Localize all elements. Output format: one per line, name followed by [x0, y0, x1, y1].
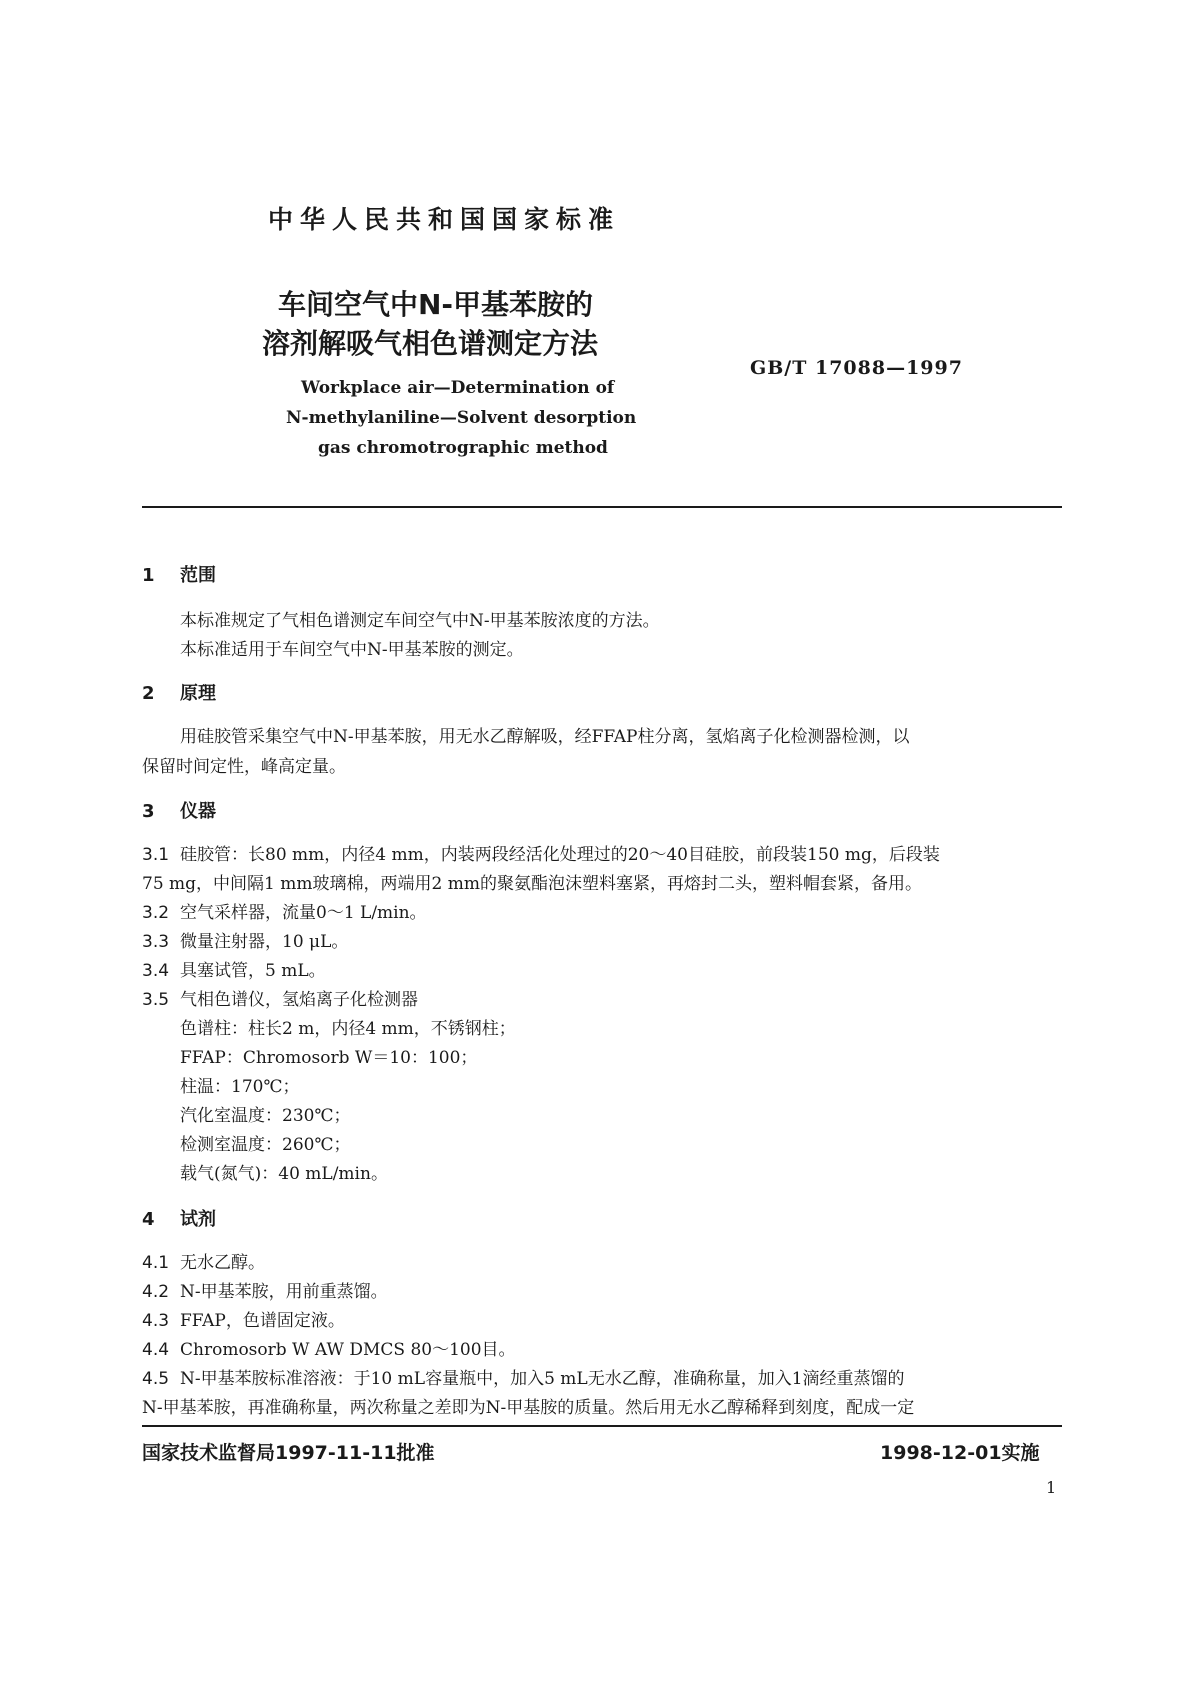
carrier-gas-spec: 载气(氮气)：40 mL/min。 — [180, 1164, 388, 1184]
section-number: 1 — [142, 565, 155, 586]
section-number: 2 — [142, 683, 155, 704]
clause-number: 3.5 — [142, 990, 170, 1010]
stationary-phase-spec: FFAP：Chromosorb W＝10：100； — [180, 1048, 478, 1068]
title-cn-line2: 溶剂解吸气相色谱测定方法 — [262, 327, 599, 360]
section-3-heading — [142, 797, 216, 823]
clause-3-3 — [142, 927, 348, 952]
section-1-heading — [142, 561, 216, 587]
clause-4-3 — [142, 1306, 345, 1331]
clause-text: 微量注射器，10 μL。 — [180, 932, 349, 952]
column-temp-spec: 柱温：170℃； — [180, 1077, 300, 1097]
clause-number: 4.2 — [142, 1282, 170, 1302]
clause-text: 无水乙醇。 — [180, 1253, 265, 1273]
clause-3-4 — [142, 956, 326, 981]
section-2-heading — [142, 679, 216, 705]
clause-text: 硅胶管：长80 mm，内径4 mm，内装两段经活化处理过的20～40目硅胶，前段装150 mg，后段装 — [180, 845, 940, 865]
clause-number: 3.3 — [142, 932, 170, 952]
title-cn-line1: 车间空气中N-甲基苯胺的 — [278, 288, 594, 321]
section-title: 范围 — [180, 565, 216, 586]
clause-number: 4.4 — [142, 1340, 170, 1360]
section-4-heading — [142, 1205, 216, 1231]
paragraph-continued: 保留时间定性，峰高定量。 — [142, 757, 346, 777]
clause-3-1 — [142, 840, 940, 865]
detector-temp-spec: 检测室温度：260℃； — [180, 1135, 351, 1155]
section-number: 4 — [142, 1209, 155, 1230]
clause-text: 气相色谱仪，氢焰离子化检测器 — [180, 990, 418, 1010]
clause-number: 4.1 — [142, 1253, 170, 1273]
clause-4-4 — [142, 1335, 516, 1360]
clause-number: 4.3 — [142, 1311, 170, 1331]
clause-3-2 — [142, 898, 427, 923]
footer-divider — [142, 1425, 1062, 1427]
clause-number: 3.2 — [142, 903, 170, 923]
standard-number: GB/T 17088—1997 — [750, 357, 963, 379]
column-spec: 色谱柱：柱长2 m，内径4 mm，不锈钢柱； — [180, 1019, 516, 1039]
vaporizer-temp-spec: 汽化室温度：230℃； — [180, 1106, 351, 1126]
clause-number: 3.4 — [142, 961, 170, 981]
clause-text: 具塞试管，5 mL。 — [180, 961, 326, 981]
title-en-line2: N-methylaniline—Solvent desorption — [286, 408, 637, 428]
clause-number: 4.5 — [142, 1369, 170, 1389]
clause-4-2 — [142, 1277, 388, 1302]
clause-text: N-甲基苯胺，用前重蒸馏。 — [180, 1282, 388, 1302]
page-number: 1 — [1046, 1478, 1057, 1497]
paragraph: 本标准规定了气相色谱测定车间空气中N-甲基苯胺浓度的方法。 — [180, 611, 660, 631]
effective-date: 1998-12-01实施 — [880, 1442, 1040, 1464]
header-divider — [142, 506, 1062, 508]
paragraph: 本标准适用于车间空气中N-甲基苯胺的测定。 — [180, 640, 524, 660]
paragraph: 用硅胶管采集空气中N-甲基苯胺，用无水乙醇解吸，经FFAP柱分离，氢焰离子化检测器检测，以 — [180, 727, 910, 747]
clause-3-1-continued: 75 mg，中间隔1 mm玻璃棉，两端用2 mm的聚氨酯泡沫塑料塞紧，再熔封二头，塑料帽套紧，备用。 — [142, 874, 922, 894]
clause-4-1 — [142, 1248, 265, 1273]
section-number: 3 — [142, 801, 155, 822]
clause-number: 3.1 — [142, 845, 170, 865]
section-title: 试剂 — [180, 1209, 216, 1230]
clause-text: FFAP，色谱固定液。 — [180, 1311, 345, 1331]
clause-3-5 — [142, 985, 418, 1010]
clause-4-5-continued: N-甲基苯胺，再准确称量，两次称量之差即为N-甲基胺的质量。然后用无水乙醇稀释到刻度，配成一定 — [142, 1398, 915, 1418]
clause-text: N-甲基苯胺标准溶液：于10 mL容量瓶中，加入5 mL无水乙醇，准确称量，加入1滴经重蒸馏的 — [180, 1369, 905, 1389]
title-en-line3: gas chromotrographic method — [318, 438, 608, 458]
clause-text: 空气采样器，流量0～1 L/min。 — [180, 903, 427, 923]
clause-text: Chromosorb W AW DMCS 80～100目。 — [180, 1340, 516, 1360]
clause-4-5 — [142, 1364, 905, 1389]
title-en-line1: Workplace air—Determination of — [301, 378, 615, 398]
issuing-authority: 中华人民共和国国家标准 — [268, 205, 621, 234]
section-title: 原理 — [180, 683, 216, 704]
section-title: 仪器 — [180, 801, 216, 822]
approval-line: 国家技术监督局1997-11-11批准 — [142, 1442, 435, 1464]
